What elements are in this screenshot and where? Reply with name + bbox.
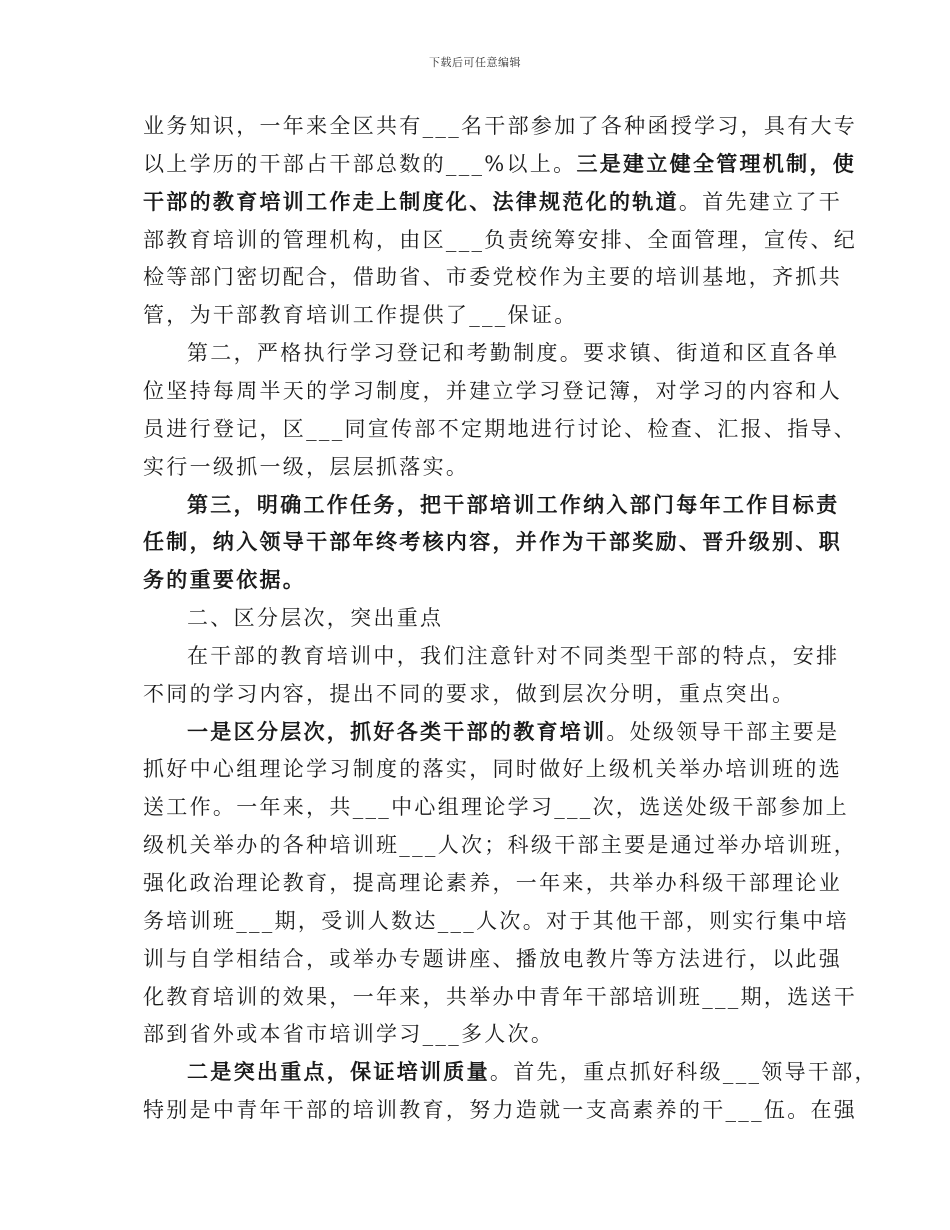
- body-text: 位坚持每周半天的学习制度，并建立学习登记簿，对学习的内容和人: [143, 378, 842, 403]
- bold-text: 务的重要依据。: [143, 567, 307, 593]
- text-line: [143, 979, 858, 1015]
- text-line: [143, 184, 843, 220]
- text-line: [143, 146, 857, 182]
- body-text: 二、区分层次，突出重点: [187, 606, 444, 631]
- text-line: [143, 676, 823, 712]
- text-line: [143, 222, 858, 258]
- body-text: 员进行登记，区___同宣传部不定期地进行讨论、检查、汇报、指导、: [143, 416, 858, 441]
- text-line: [187, 1054, 878, 1090]
- text-line: [143, 108, 858, 144]
- body-text: 训与自学相结合，或举办专题讲座、播放电教片等方法进行，以此强: [143, 946, 842, 971]
- text-line: [143, 297, 823, 333]
- body-text: 级机关举办的各种培训班___人次；科级干部主要是通过举办培训班，: [143, 833, 858, 858]
- text-line: [187, 335, 840, 371]
- body-text: 特别是中青年干部的培训教育，努力造就一支高素养的干___伍。在强: [143, 1098, 858, 1123]
- body-text: 以上学历的干部占干部总数的___%以上。: [143, 151, 577, 176]
- text-line: [187, 600, 823, 636]
- page-header: 下载后可任意编辑: [429, 56, 521, 69]
- text-line: [143, 865, 842, 901]
- text-line: [143, 373, 842, 409]
- text-line: [187, 487, 840, 523]
- bold-text: 任制，纳入领导干部年终考核内容，并作为干部奖励、晋升级别、职: [143, 529, 842, 555]
- text-line: [143, 941, 842, 977]
- body-text: 送工作。一年来，共___中心组理论学习___次，选送处级干部参加上: [143, 795, 849, 820]
- text-line: [143, 827, 858, 863]
- body-text: 在干部的教育培训中，我们注意针对不同类型干部的特点，安排: [187, 643, 840, 668]
- text-line: [187, 638, 840, 674]
- body-text: 部教育培训的管理机构，由区___负责统筹安排、全面管理，宣传、纪: [143, 227, 858, 252]
- text-line: [143, 903, 849, 939]
- text-line: [187, 714, 840, 750]
- body-text: 业务知识，一年来全区共有___名干部参加了各种函授学习，具有大专: [143, 114, 858, 138]
- body-text: 检等部门密切配合，借助省、市委党校作为主要的培训基地，齐抓共: [143, 265, 842, 290]
- text-line: [143, 411, 858, 447]
- text-line: [143, 789, 849, 825]
- text-line: [143, 259, 842, 295]
- bold-text: 二是突出重点，保证培训质量: [187, 1059, 490, 1085]
- text-line: [143, 751, 842, 787]
- body-text: 。处级领导干部主要是: [606, 719, 840, 744]
- body-text: 强化政治理论教育，提高理论素养，一年来，共举办科级干部理论业: [143, 871, 842, 895]
- body-text: 化教育培训的效果，一年来，共举办中青年干部培训班___期，选送干: [143, 984, 858, 1009]
- body-text: 抓好中心组理论学习制度的落实，同时做好上级机关举办培训班的选: [143, 757, 842, 782]
- body-text: 第二，严格执行学习登记和考勤制度。要求镇、街道和区直各单: [187, 341, 840, 366]
- bold-text: 第三，明确工作任务，把干部培训工作纳入部门每年工作目标责: [187, 491, 840, 517]
- body-text: 部到省外或本省市培训学习___多人次。: [143, 1022, 555, 1047]
- text-line: [143, 1016, 823, 1052]
- bold-text: 一是区分层次，抓好各类干部的教育培训: [187, 718, 607, 744]
- text-line: [143, 449, 823, 485]
- body-text: 。首先，重点抓好科级___领导干部，: [489, 1060, 878, 1085]
- bold-text: 三是建立健全管理机制，使: [576, 150, 857, 176]
- body-text: 。首先建立了干: [678, 189, 843, 214]
- text-line: [143, 524, 842, 560]
- body-text: 不同的学习内容，提出不同的要求，做到层次分明，重点突出。: [143, 681, 796, 706]
- body-text: 务培训班___期，受训人数达___人次。对于其他干部，则实行集中培: [143, 908, 849, 933]
- text-line: [143, 1092, 858, 1128]
- body-text: 实行一级抓一级，层层抓落实。: [143, 454, 470, 479]
- body-text: 管，为干部教育培训工作提供了___保证。: [143, 303, 578, 328]
- bold-text: 干部的教育培训工作走上制度化、法律规范化的轨道: [143, 188, 679, 214]
- text-line: [143, 562, 823, 598]
